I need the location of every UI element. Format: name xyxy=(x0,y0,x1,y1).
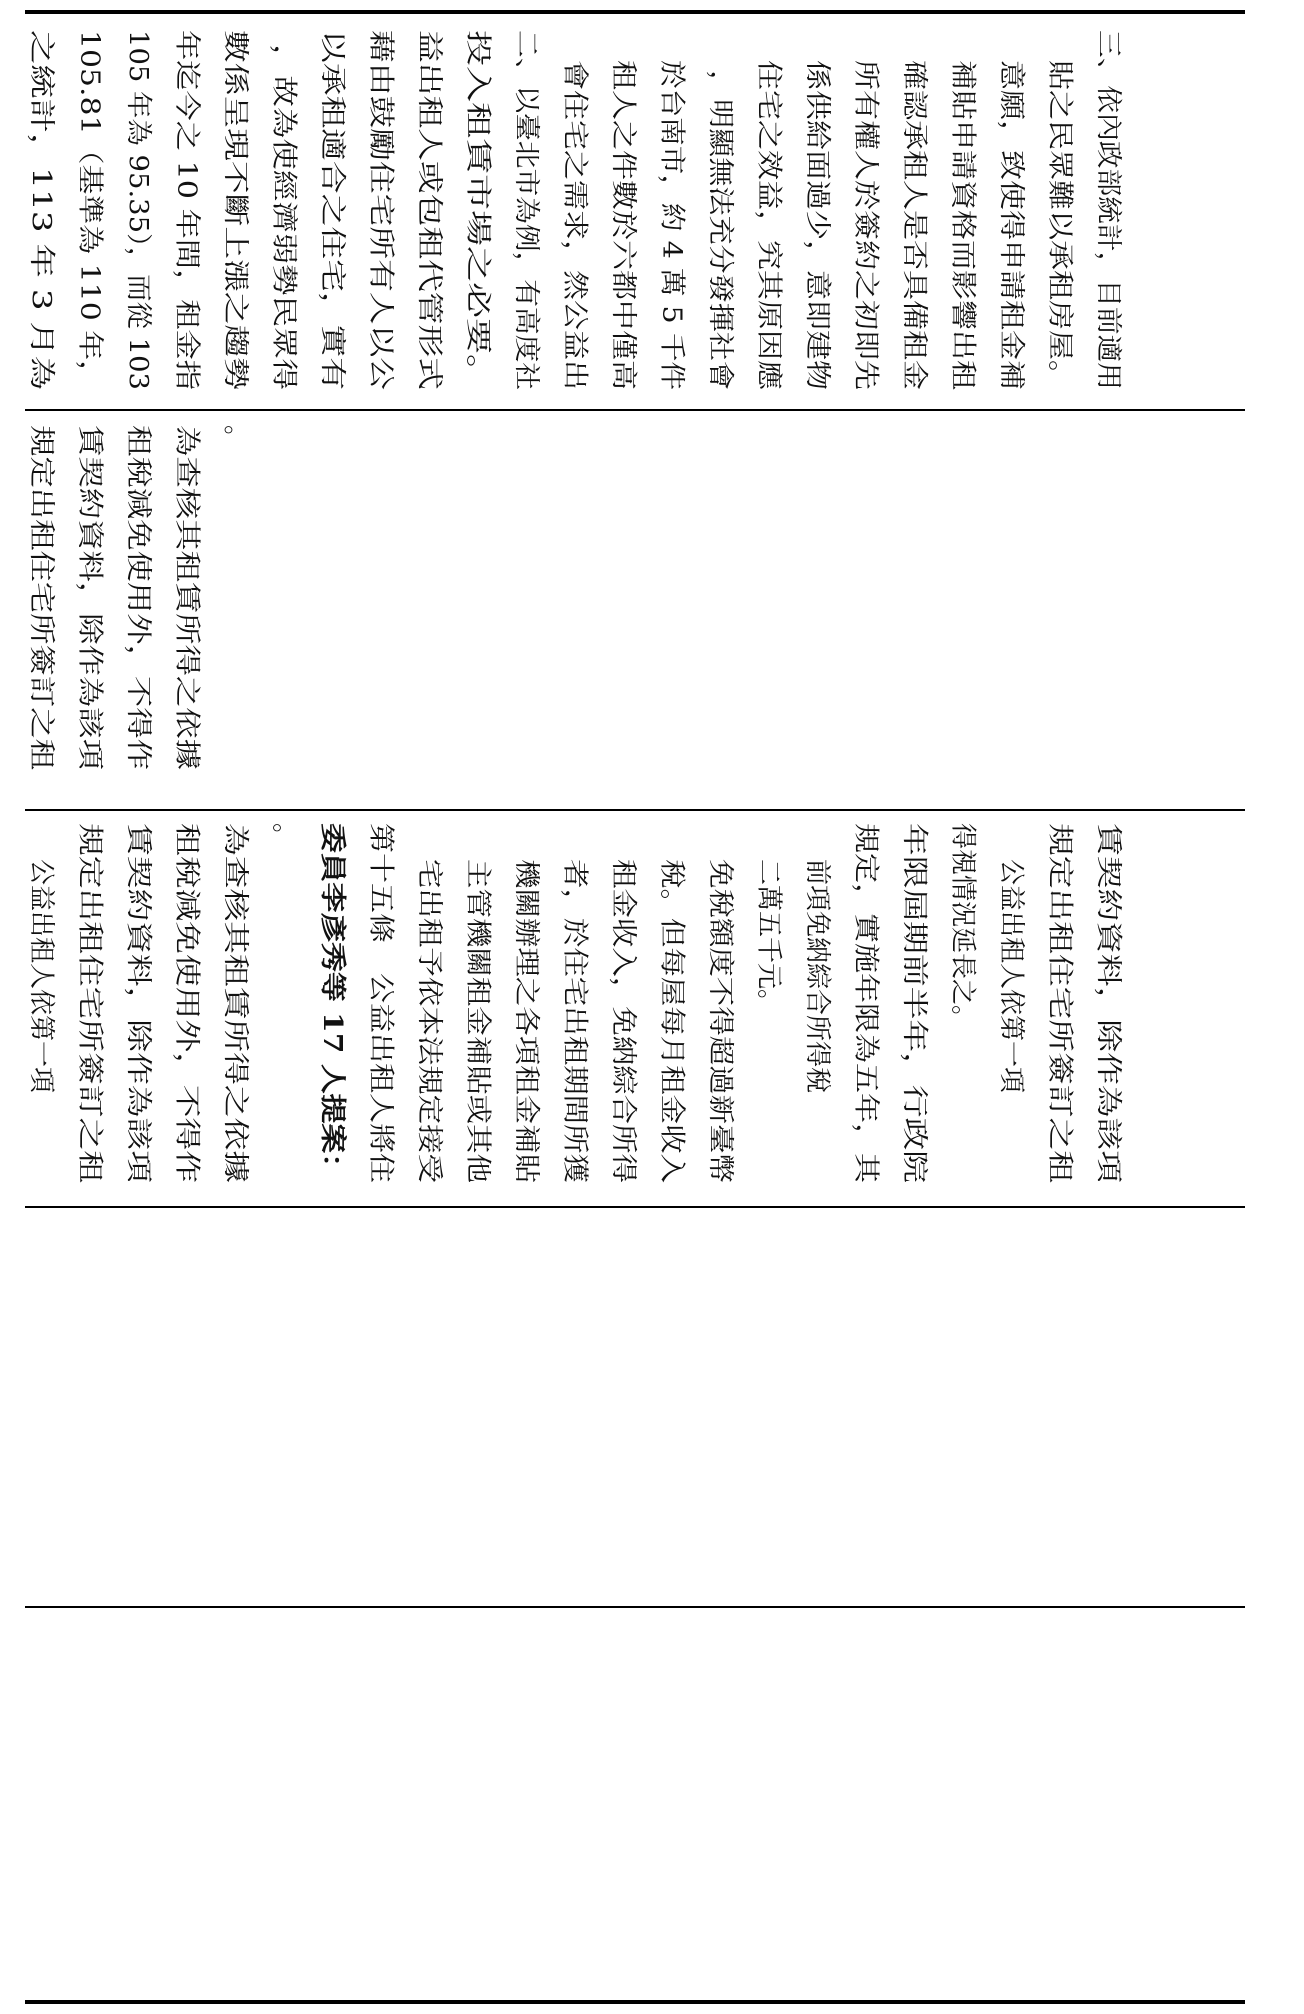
text-line: 。 xyxy=(268,823,299,850)
text-line: 105 年為 95.35），而從 103 xyxy=(123,30,153,372)
cell-proposal xyxy=(25,811,1245,1204)
text-line: ，明顯無法充分發揮社會 xyxy=(705,70,735,357)
current-law-text-svg xyxy=(25,411,1245,807)
text-line: 公益出租人依第一項 xyxy=(26,859,56,1094)
text-line: 藉由鼓勵住宅所有人以公 xyxy=(365,30,396,317)
text-line: 三、依內政部統計，目前適用 xyxy=(1093,30,1123,369)
text-line: 賃契約資料，除作為該項 xyxy=(1093,823,1123,1110)
text-line: 會住宅之需求，然公益出 xyxy=(559,60,590,347)
text-line: ，故為使經濟弱勢民眾得 xyxy=(268,44,299,331)
text-line: 租稅減免使用外，不得作 xyxy=(171,823,202,1110)
text-line: 為查核其租賃所得之依據 xyxy=(171,425,202,712)
text-line: 賃契約資料，除作為該項 xyxy=(74,425,105,712)
text-line: 貼之民眾難以承租房屋。 xyxy=(1044,60,1075,347)
text-line: 租人之件數於六都中僅高 xyxy=(608,60,638,347)
text-line: 規定出租住宅所簽訂之租 xyxy=(74,823,105,1110)
text-line: 賃契約資料，除作為該項 xyxy=(123,823,153,1110)
text-line: 為查核其租賃所得之依據 xyxy=(220,823,250,1110)
text-line: 得視情況延長之。 xyxy=(947,823,978,1032)
text-line: 以承租適合之住宅，實有 xyxy=(317,30,347,317)
text-line: 二萬五千元。 xyxy=(753,859,784,1016)
text-line: 規定出租住宅所簽訂之租 xyxy=(26,425,56,712)
text-line: 105.81（基準為 110 年， xyxy=(74,30,105,344)
text-line: 年限屆期前半年，行政院 xyxy=(899,823,929,1110)
text-line: 投入租賃市場之必要。 xyxy=(462,30,493,291)
text-line: 。 xyxy=(220,425,250,452)
text-line: 稅。但每屋每月租金收入 xyxy=(656,859,687,1146)
text-line: 益出租人或包租代管形式 xyxy=(414,30,444,317)
text-line: 所有權人於簽約之初即先 xyxy=(850,60,881,347)
text-line: 委員李彥秀等 17 人提案： xyxy=(317,823,347,1138)
text-line: 於台南市，約 4 萬 5 千件 xyxy=(656,60,687,361)
table-bottom-rule xyxy=(25,2000,1245,2004)
empty-cell-2 xyxy=(25,1608,1245,1998)
text-line: 係供給面過少，意即建物 xyxy=(802,60,832,347)
text-line: 租稅減免使用外，不得作 xyxy=(123,425,153,712)
text-line: 前項免納綜合所得稅 xyxy=(802,859,832,1094)
text-line: 機關辦理之各項租金補貼 xyxy=(511,859,541,1146)
text-line: 第十五條 公益出租人將住 xyxy=(365,823,396,1136)
text-line: 規定出租住宅所簽訂之租 xyxy=(1044,823,1075,1110)
text-line: 主管機關租金補貼或其他 xyxy=(462,859,493,1146)
cell-current-law xyxy=(25,411,1245,807)
proposal-text-svg xyxy=(25,811,1245,1204)
text-line: 補貼申請資格而影響出租 xyxy=(947,60,978,347)
text-line: 規定，實施年限為五年，其 xyxy=(850,823,881,1136)
text-line: 租金收入，免納綜合所得 xyxy=(608,859,638,1146)
empty-cell-1 xyxy=(25,1208,1245,1604)
text-line: 確認承租人是否具備租金 xyxy=(899,60,929,347)
text-line: 意願，致使得申請租金補 xyxy=(996,60,1026,347)
text-line: 住宅之效益，究其原因應 xyxy=(753,60,784,347)
text-line: 二、以臺北市為例，有高度社 xyxy=(511,30,541,369)
text-line: 數係呈現不斷上漲之趨勢 xyxy=(220,30,250,317)
text-line: 免稅額度不得超過新臺幣 xyxy=(705,859,735,1146)
text-line: 之統計，113 年 3 月為 xyxy=(26,30,56,303)
text-line: 年迄今之 10 年間，租金指 xyxy=(171,30,202,340)
text-line: 宅出租予依本法規定接受 xyxy=(414,859,444,1146)
cell-reasons xyxy=(25,14,1245,407)
reasons-text-svg xyxy=(25,14,1245,407)
text-line: 公益出租人依第一項 xyxy=(996,859,1026,1094)
text-line: 者，於住宅出租期間所獲 xyxy=(559,859,590,1146)
